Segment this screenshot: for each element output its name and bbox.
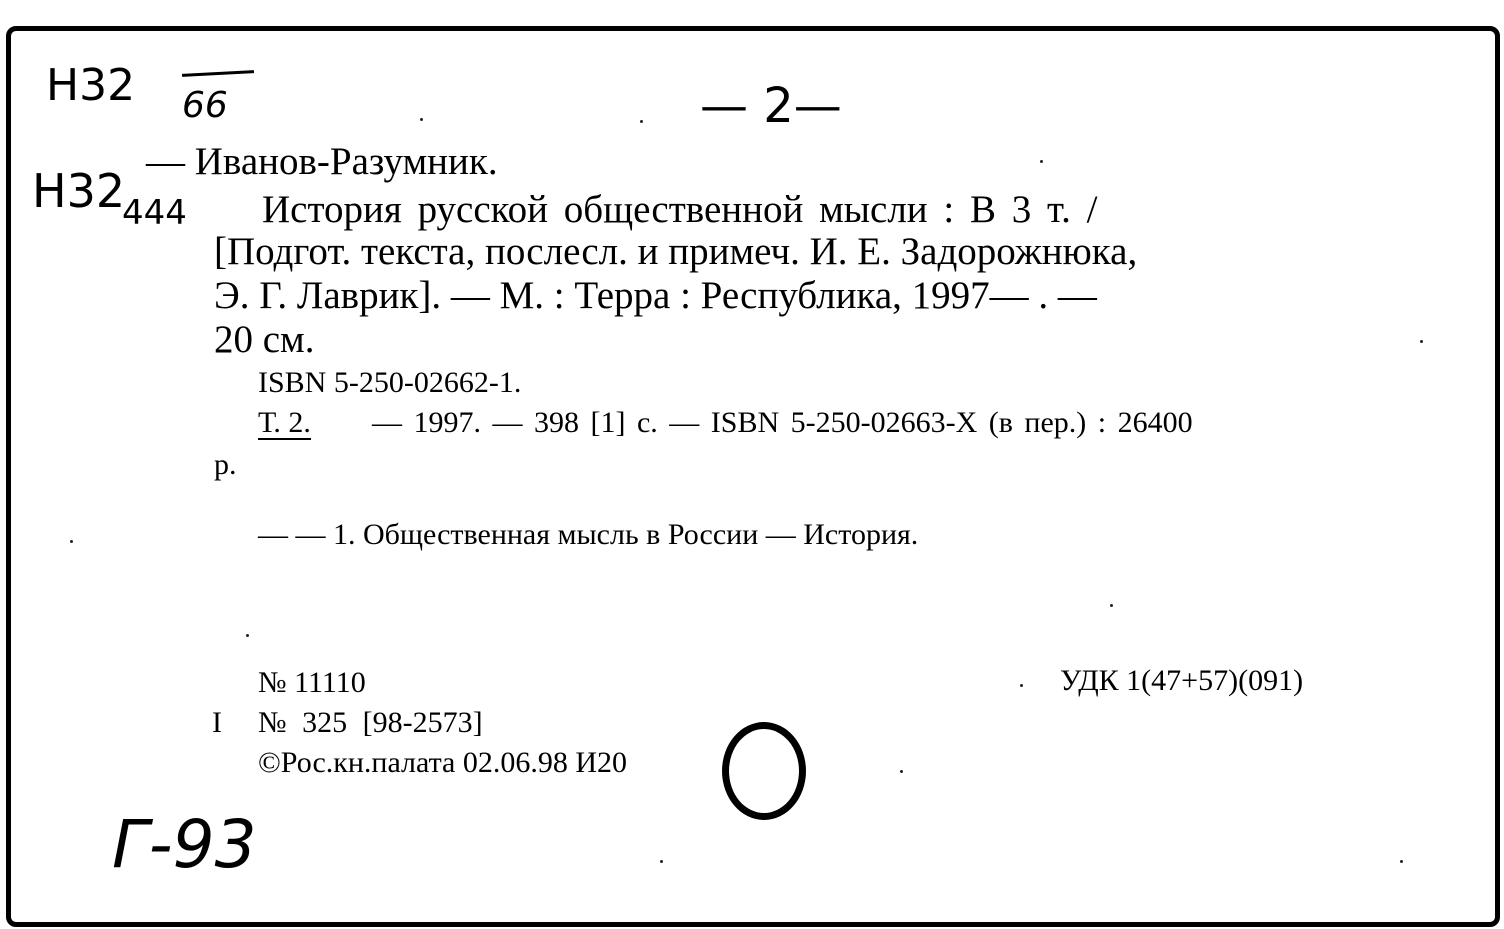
handwritten-fraction-number: 66 bbox=[182, 85, 228, 126]
scan-speck bbox=[900, 770, 903, 773]
scan-speck bbox=[1420, 340, 1423, 343]
handwritten-bottom-code: Г-93 bbox=[112, 806, 257, 883]
handwritten-top-left-code: Н32 bbox=[46, 60, 136, 111]
record-number-2: № 325 [98-2573] bbox=[258, 706, 483, 739]
record-author: — Иванов-Разумник. bbox=[146, 140, 498, 183]
scan-speck bbox=[1110, 604, 1113, 607]
scan-speck bbox=[660, 860, 663, 863]
record-title-line-3: Э. Г. Лаврик]. — М. : Терра : Республика, 1997— . — bbox=[214, 274, 1097, 317]
record-copyright: ©Рос.кн.палата 02.06.98 И20 bbox=[258, 746, 628, 779]
scan-speck bbox=[1020, 684, 1023, 687]
scan-speck bbox=[1400, 860, 1403, 863]
scan-speck bbox=[640, 120, 643, 123]
handwritten-card-number: — 2— bbox=[700, 78, 842, 134]
record-title-line-1: История русской общественной мысли : В 3 т. / bbox=[262, 188, 1098, 231]
scan-speck bbox=[246, 634, 249, 637]
handwritten-left-number: 444 bbox=[122, 193, 187, 233]
scan-speck bbox=[420, 118, 423, 121]
record-size: 20 см. bbox=[214, 318, 315, 361]
record-volume-details: — 1997. — 398 [1] с. — ISBN 5-250-02663-Х (в пер.) : 26400 bbox=[372, 406, 1193, 439]
record-prefix-mark: I bbox=[212, 706, 222, 739]
scan-speck bbox=[70, 540, 73, 543]
record-price-unit: р. bbox=[214, 448, 237, 481]
scan-speck bbox=[1040, 160, 1043, 163]
record-subject: — — 1. Общественная мысль в России — История. bbox=[258, 518, 919, 551]
record-title-line-2: [Подгот. текста, послесл. и примеч. И. Е. Задорожнюка, bbox=[214, 230, 1138, 273]
record-volume-label: Т. 2. bbox=[258, 406, 311, 439]
handwritten-left-code: Н32 bbox=[32, 164, 126, 218]
punch-hole bbox=[722, 722, 806, 820]
record-isbn: ISBN 5-250-02662-1. bbox=[258, 366, 522, 399]
record-udk: УДК 1(47+57)(091) bbox=[1060, 664, 1304, 697]
record-number-1: № 11110 bbox=[258, 666, 366, 699]
